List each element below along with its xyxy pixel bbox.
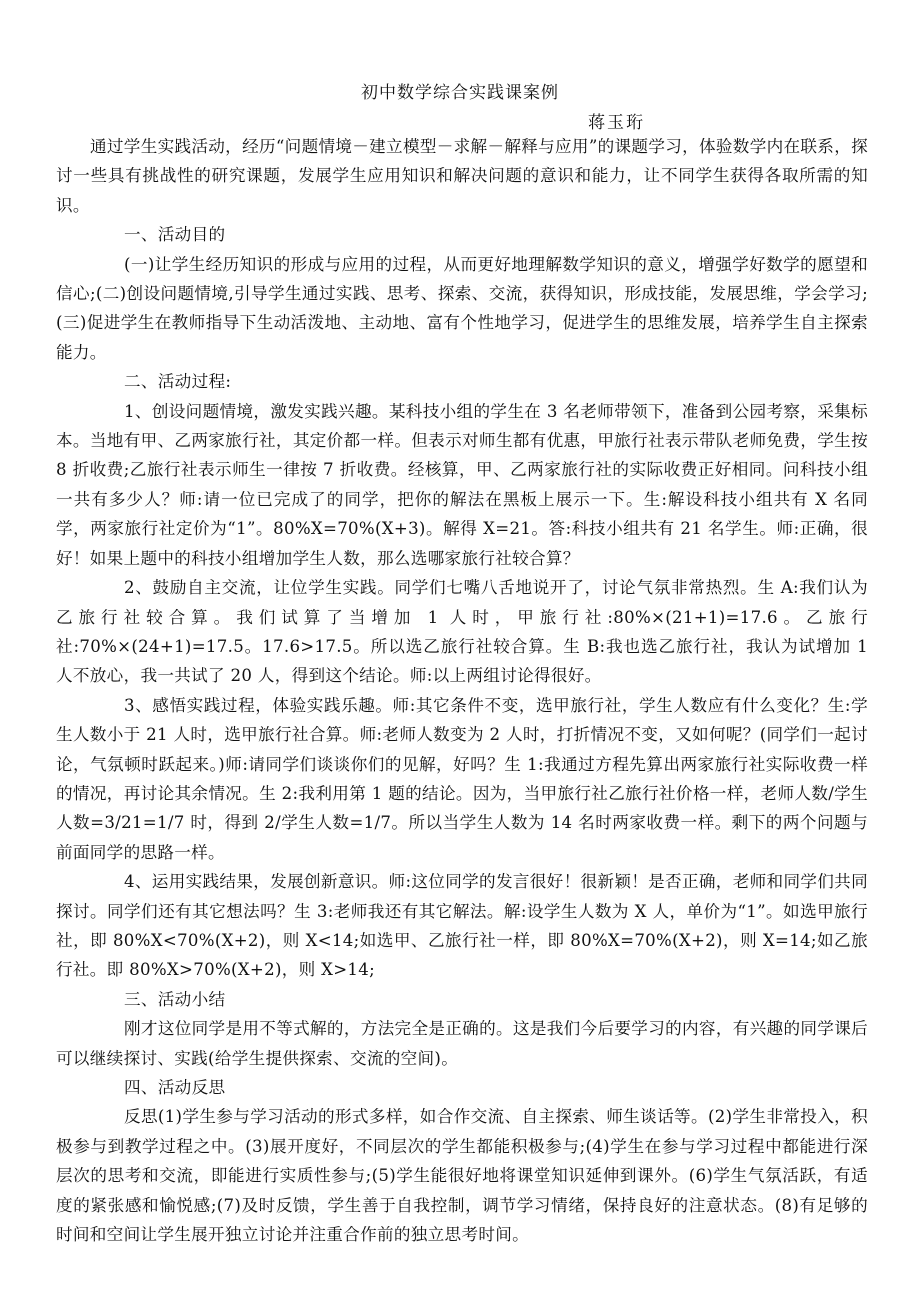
- document-body: [56, 132, 868, 1249]
- intro-paragraph: 通过学生实践活动，经历“问题情境－建立模型－求解－解释与应用”的课题学习，体验数学内在联系，探讨一些具有挑战性的研究课题，发展学生应用知识和解决问题的意识和能力，让不同学生获得各取所需的知识。: [56, 137, 868, 215]
- author-name: 蒋玉珩: [588, 113, 645, 133]
- section-heading-process: 二、活动过程:: [124, 372, 232, 392]
- section-heading-reflection: 四、活动反思: [124, 1078, 226, 1097]
- section-heading-goals: 一、活动目的: [124, 225, 226, 245]
- process-paragraph-1: 1、创设问题情境，激发实践兴趣。某科技小组的学生在 3 名老师带领下，准备到公园考察，采集标本。当地有甲、乙两家旅行社，其定价都一样。但表示对师生都有优惠，甲旅行社表示带队老师免费，学生按 8 折收费;乙旅行社表示师生一律按 7 折收费。经核算，甲、乙两家旅行社的实际收费正好相同。问科技小组一共有多少人？师:请一位已完成了的同学，把你的解法在黑板上展示一下。生:解设科技小组共有 X 名同学，两家旅行社定价为“1”。80%X=70%(X+3)。解得 X=21。答:科技小组共有 21 名学生。师:正确，很好！如果上题中的科技小组增加学生人数，那么选哪家旅行社较合算？: [56, 401, 868, 568]
- process-paragraph-4: 4、运用实践结果，发展创新意识。师:这位同学的发言很好！很新颖！是否正确，老师和同学们共同探讨。同学们还有其它想法吗？生 3:老师我还有其它解法。解:设学生人数为 X 人，单价为“1”。如选甲旅行社，即 80%X<70%(X+2)，则 X<14;如选甲、乙旅行社一样，即 80%X=70%(X+2)，则 X=14;如乙旅行社。即 80%X>70%(X+2)，则 X>14;: [56, 872, 868, 980]
- section-heading-summary: 三、活动小结: [124, 989, 226, 1009]
- summary-paragraph: 刚才这位同学是用不等式解的，方法完全是正确的。这是我们今后要学习的内容，有兴趣的同学课后可以继续探讨、实践(给学生提供探索、交流的空间)。: [56, 1019, 868, 1068]
- page-title: 初中数学综合实践课案例: [361, 83, 559, 103]
- process-paragraph-2: 2、鼓励自主交流，让位学生实践。同学们七嘴八舌地说开了，讨论气氛非常热烈。生 A:我们认为乙旅行社较合算。我们试算了当增加 1 人时，甲旅行社:80%×(21+1)=17.6。乙旅行社:70%×(24+1)=17.5。17.6>17.5。所以选乙旅行社较合算。生 B:我也选乙旅行社，我认为试增加 1 人不放心，我一共试了 20 人，得到这个结论。师:以上两组讨论得很好。: [56, 578, 868, 686]
- goals-paragraph: (一)让学生经历知识的形成与应用的过程，从而更好地理解数学知识的意义，增强学好数学的愿望和信心;(二)创设问题情境,引导学生通过实践、思考、探索、交流，获得知识，形成技能，发展思维，学会学习;(三)促进学生在教师指导下生动活泼地、主动地、富有个性地学习，促进学生的思维发展，培养学生自主探索能力。: [56, 254, 868, 362]
- reflection-paragraph: 反思(1)学生参与学习活动的形式多样，如合作交流、自主探索、师生谈话等。(2)学生非常投入，积极参与到教学过程之中。(3)展开度好，不同层次的学生都能积极参与;(4)学生在参与学习过程中都能进行深层次的思考和交流，即能进行实质性参与;(5)学生能很好地将课堂知识延伸到课外。(6)学生气氛活跃，有适度的紧张感和愉悦感;(7)及时反馈，学生善于自我控制，调节学习情绪，保持良好的注意状态。(8)有足够的时间和空间让学生展开独立讨论并注重合作前的独立思考时间。: [56, 1107, 868, 1245]
- process-paragraph-3: 3、感悟实践过程，体验实践乐趣。师:其它条件不变，选甲旅行社，学生人数应有什么变化？生:学生人数小于 21 人时，选甲旅行社合算。师:老师人数变为 2 人时，打折情况不变，又如何呢？(同学们一起讨论，气氛顿时跃起来。)师:请同学们谈谈你们的见解，好吗？生 1:我通过方程先算出两家旅行社实际收费一样的情况，再讨论其余情况。生 2:我利用第 1 题的结论。因为，当甲旅行社乙旅行社价格一样，老师人数/学生人数=3/21=1/7 时，得到 2/学生人数=1/7。所以当学生人数为 14 名时两家收费一样。剩下的两个问题与前面同学的思路一样。: [56, 695, 868, 862]
